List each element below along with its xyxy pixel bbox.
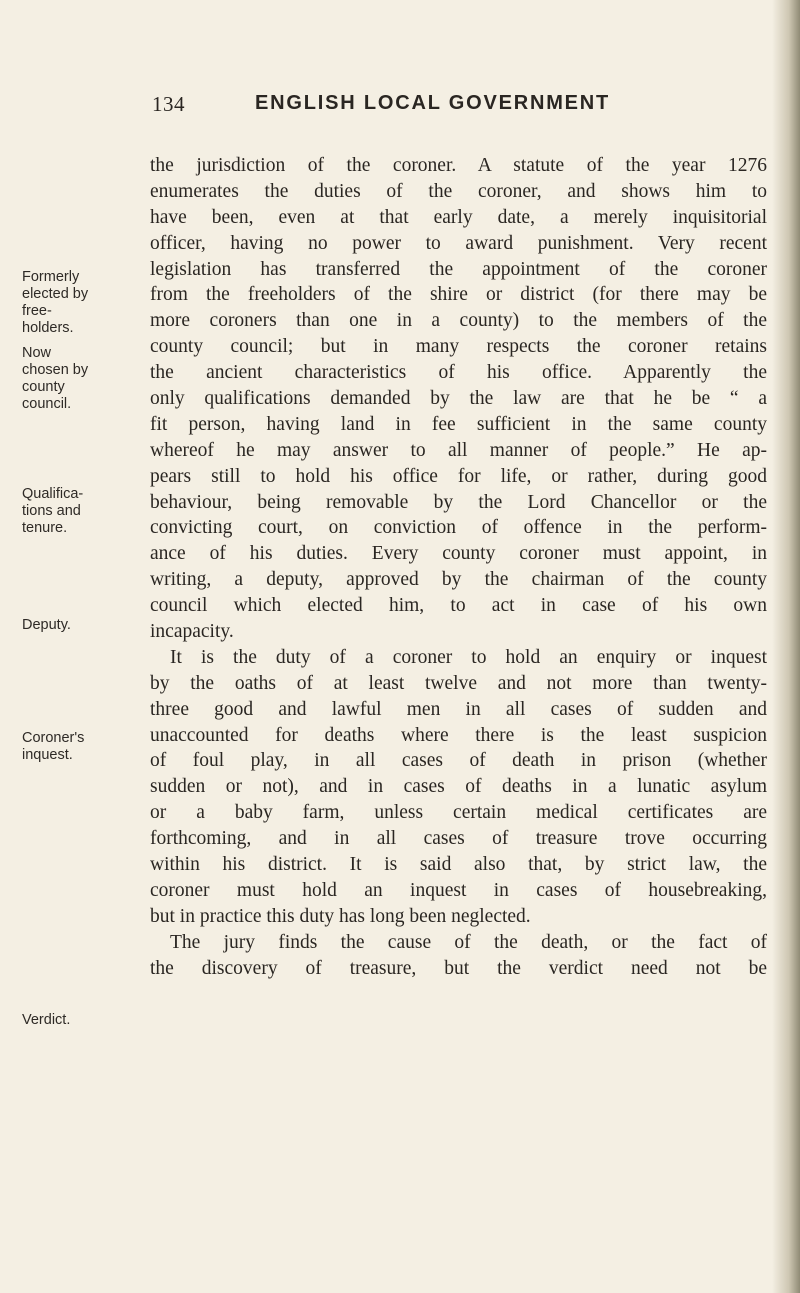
text-line: behaviour, being removable by the Lord Chancellor or the: [150, 491, 767, 513]
text-line: but in practice this duty has long been neglected.: [150, 905, 531, 927]
margin-note-line: tions and: [22, 503, 81, 519]
margin-note-formerly: [22, 269, 132, 337]
margin-note-line: inquest.: [22, 747, 73, 763]
running-title: ENGLISH LOCAL GOVERNMENT: [255, 92, 611, 114]
margin-note-line: Formerly: [22, 269, 80, 285]
body-text: [150, 153, 767, 982]
text-line: legislation has transferred the appointment of the coroner: [150, 258, 767, 280]
text-line: three good and lawful men in all cases of sudden and: [150, 698, 767, 720]
text-line: from the freeholders of the shire or district (for there may be: [150, 284, 767, 306]
text-line: only qualifications demanded by the law are that he be “ a: [150, 388, 767, 410]
text-line: sudden or not), and in cases of deaths in a lunatic asylum: [150, 776, 767, 798]
text-line: of foul play, in all cases of death in prison (whether: [150, 750, 767, 772]
margin-note-verdict: [22, 1012, 132, 1029]
text-line: have been, even at that early date, a merely inquisitorial: [150, 206, 767, 228]
text-line: council which elected him, to act in case of his own: [150, 595, 767, 617]
text-line: officer, having no power to award punishment. Very recent: [150, 232, 767, 254]
margin-note-line: Deputy.: [22, 617, 71, 633]
margin-note-now: [22, 345, 132, 413]
text-line: enumerates the duties of the coroner, and shows him to: [150, 180, 767, 202]
text-line: It is the duty of a coroner to hold an enquiry or inquest: [170, 646, 767, 668]
margin-note-line: elected by: [22, 286, 89, 302]
margin-note-qualifications: [22, 486, 132, 537]
text-line: more coroners than one in a county) to the members of the: [150, 310, 767, 332]
margin-note-line: Qualifica-: [22, 486, 84, 502]
text-line: or a baby farm, unless certain medical certificates are: [150, 802, 767, 824]
margin-note-line: Verdict.: [22, 1012, 71, 1028]
page-edge-shadow: [772, 0, 800, 1293]
text-line: coroner must hold an inquest in cases of housebreaking,: [150, 879, 767, 901]
text-line: the jurisdiction of the coroner. A statute of the year 1276: [150, 155, 767, 176]
text-line: by the oaths of at least twelve and not more than twenty-: [150, 672, 767, 694]
margin-note-line: Coroner's: [22, 730, 85, 746]
margin-note-line: county: [22, 379, 65, 395]
margin-note-line: council.: [22, 396, 72, 412]
text-line: the ancient characteristics of his office. Apparently the: [150, 362, 767, 384]
margin-note-line: chosen by: [22, 362, 89, 378]
margin-note-line: tenure.: [22, 520, 68, 536]
page-number: 134: [152, 92, 185, 116]
text-line: whereof he may answer to all manner of people.” He ap-: [150, 439, 767, 461]
text-line: forthcoming, and in all cases of treasure trove occurring: [150, 828, 767, 850]
margin-note-line: free-: [22, 303, 52, 319]
text-line: writing, a deputy, approved by the chairman of the county: [150, 569, 767, 591]
margin-note-line: holders.: [22, 320, 74, 336]
text-line: pears still to hold his office for life, or rather, during good: [150, 465, 767, 487]
margin-note-line: Now: [22, 345, 52, 361]
text-line: county council; but in many respects the coroner retains: [150, 336, 767, 358]
margin-note-coroners-inquest: [22, 730, 132, 764]
text-line: the discovery of treasure, but the verdict need not be: [150, 957, 767, 979]
text-line: incapacity.: [150, 621, 234, 643]
text-line: convicting court, on conviction of offence in the perform-: [150, 517, 767, 539]
text-line: The jury finds the cause of the death, or the fact of: [170, 931, 767, 953]
margin-note-deputy: [22, 617, 132, 634]
text-line: ance of his duties. Every county coroner must appoint, in: [150, 543, 767, 565]
text-line: fit person, having land in fee sufficient in the same county: [150, 413, 767, 435]
text-line: within his district. It is said also that, by strict law, the: [150, 854, 767, 876]
text-line: unaccounted for deaths where there is the least suspicion: [150, 724, 767, 746]
